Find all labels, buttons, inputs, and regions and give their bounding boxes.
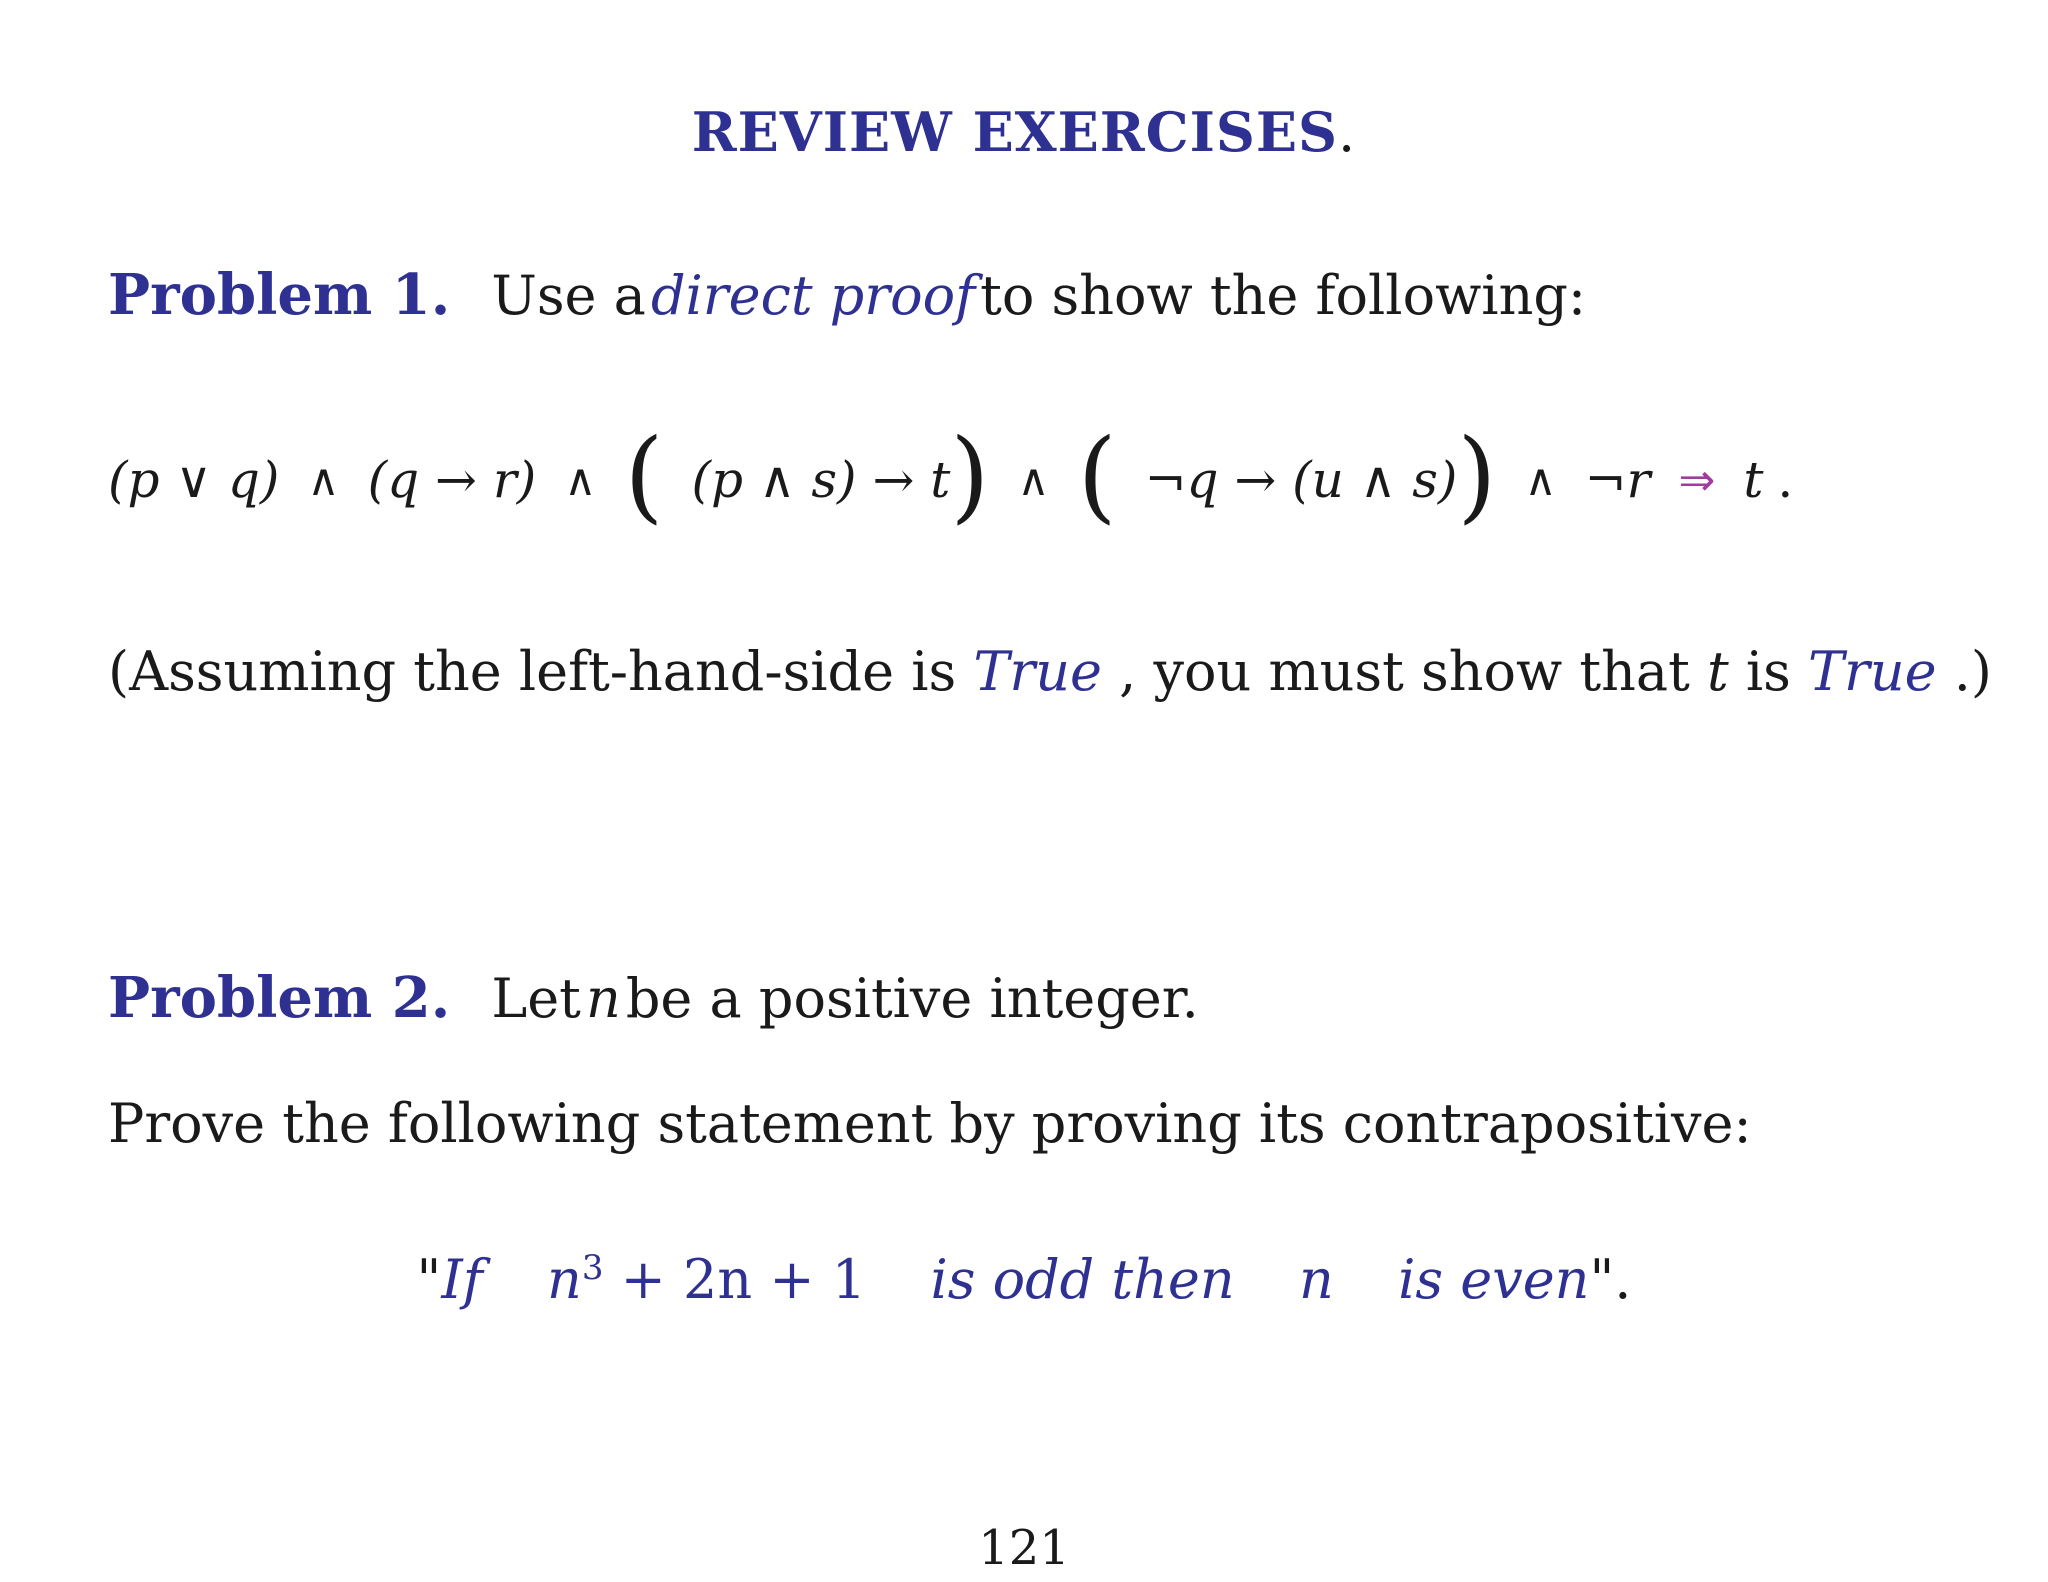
formula-and-3: ∧ xyxy=(1017,454,1050,506)
problem-2-text-pre: Let xyxy=(491,967,581,1030)
formula-implies: ⇒ xyxy=(1678,454,1716,506)
formula-big-paren-close-1: ) xyxy=(950,417,990,534)
problem-2-label: Problem 2. xyxy=(108,965,451,1031)
problem-2-instruction-text: Prove the following statement by proving its contrapositive: xyxy=(108,1092,1752,1155)
page-number: 121 xyxy=(978,1520,1070,1576)
formula-term-1: (p ∨ q) xyxy=(108,451,280,509)
page-title xyxy=(0,100,2048,164)
formula-term-5: ¬r xyxy=(1584,451,1651,509)
statement-if: If xyxy=(441,1248,483,1311)
note-var: t xyxy=(1706,640,1729,703)
page-title-period: . xyxy=(1338,101,1357,164)
note-pre: (Assuming the left-hand-side is xyxy=(108,640,957,703)
problem-2-instruction xyxy=(108,1092,1752,1155)
statement-expression xyxy=(547,1248,866,1311)
formula-big-paren-open-1: ( xyxy=(624,417,664,534)
statement-close-quote: ". xyxy=(1589,1248,1632,1311)
note-true-2: True xyxy=(1807,640,1937,703)
formula-conclusion: t xyxy=(1743,451,1764,509)
problem-2-statement xyxy=(0,1248,2048,1311)
problem-1-label: Problem 1. xyxy=(108,262,451,328)
statement-expr-rest: + 2n + 1 xyxy=(620,1248,867,1311)
page-title-text: REVIEW EXERCISES xyxy=(691,100,1339,164)
problem-1-note xyxy=(108,640,1992,703)
statement-open-quote: " xyxy=(416,1248,442,1311)
problem-2-var: n xyxy=(585,967,621,1030)
formula-big-paren-open-2: ( xyxy=(1077,417,1117,534)
formula-and-1: ∧ xyxy=(307,454,340,506)
problem-1-heading xyxy=(108,262,1586,328)
logic-formula xyxy=(108,417,1948,534)
statement-expr-base: n xyxy=(547,1248,582,1311)
problem-2-heading xyxy=(108,965,1199,1031)
problem-2-text-post: be a positive integer. xyxy=(625,967,1199,1030)
problem-1-emphasis: direct proof xyxy=(650,264,976,327)
statement-expr-exponent: 3 xyxy=(581,1248,604,1288)
formula-and-2: ∧ xyxy=(564,454,597,506)
formula-and-4: ∧ xyxy=(1524,454,1557,506)
statement-var: n xyxy=(1298,1248,1334,1311)
formula-big-paren-close-2: ) xyxy=(1457,417,1497,534)
note-is: is xyxy=(1745,640,1791,703)
formula-end: . xyxy=(1777,451,1794,509)
note-mid: , you must show that xyxy=(1119,640,1690,703)
problem-1-text-post: to show the following: xyxy=(980,264,1587,327)
formula-term-4: ¬q → (u ∧ s) xyxy=(1144,451,1458,509)
note-end: .) xyxy=(1953,640,1992,703)
note-true-1: True xyxy=(973,640,1102,703)
problem-1-text-pre: Use a xyxy=(491,264,646,327)
formula-term-2: (q → r) xyxy=(367,451,537,509)
formula-term-3: (p ∧ s) → t xyxy=(691,451,951,509)
statement-mid: is odd then xyxy=(930,1248,1235,1311)
statement-end: is even xyxy=(1398,1248,1590,1311)
